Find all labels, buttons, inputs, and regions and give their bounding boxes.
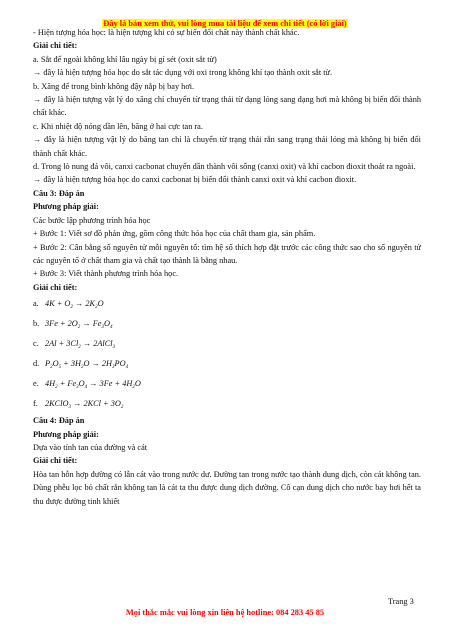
text-line: - Hiện tượng hóa học: là hiện tượng khi có sự biến đổi chất này thành chất khác. — [33, 28, 300, 37]
equation-row — [33, 294, 421, 314]
equation-row — [33, 394, 421, 414]
chemical-equation: $4H_2 + Fe_3O_4 \to 3Fe + 4H_2O$ — [45, 379, 141, 391]
preview-banner-text: Đây là bản xem thử, vui lòng mua tài liệu để xem chi tiết (có lời giải) — [103, 19, 347, 28]
chemical-equation: $2Al + 3Cl_2$ → 2AlCl$_3$ — [45, 339, 116, 351]
chemical-equation: $3Fe + 2O_2 \to Fe_3O_4$ — [45, 319, 113, 331]
equation-label: e. — [33, 379, 39, 389]
text-line: → đây là hiện tượng vật lý do xăng chỉ chuyển từ trạng thái từ dạng lỏng sang dạng hơi mà không bị biến đổi thành chất khác. — [33, 95, 421, 118]
page-number: Trang 3 — [388, 597, 414, 606]
equation-label: d. — [33, 359, 40, 369]
text-line: + Bước 3: Viết thành phương trình hóa học. — [33, 269, 179, 279]
section-heading: Giải chi tiết: — [33, 456, 78, 466]
document-body — [33, 26, 421, 508]
text-line: Dựa vào tính tan của đường và cát — [33, 442, 148, 452]
text-line: → đây là hiện tượng hóa học do sắt tác dụng với oxi trong không khí tạo thành oxit sắt từ. — [33, 68, 333, 78]
equation-label: a. — [33, 299, 39, 309]
text-line: Hòa tan hỗn hợp đường có lẫn cát vào trong nước dư. Đường tan trong nước tạo thành dung dịch, còn cát không tan. Dùng phễu lọc bỏ chất rắn không tan là cát ta thu được dung dịch đường. Cô cạn dung dịch cho nước bay hơi hết ta thu được đường tinh khiết — [33, 469, 421, 506]
answer-block-q4 — [33, 414, 421, 508]
equation-list — [33, 294, 421, 414]
text-line: a. Sắt để ngoài không khí lâu ngày bị gỉ sét (oxit sắt từ) — [33, 54, 217, 64]
section-heading: Câu 4: Đáp án — [33, 416, 85, 426]
section-heading: Giải chi tiết: — [33, 282, 78, 292]
equation-label: b. — [33, 319, 40, 329]
section-heading: Câu 3: Đáp án — [33, 188, 85, 198]
equation-row — [33, 374, 421, 394]
equation-row — [33, 314, 421, 334]
chemical-equation: 2KClO$_3$ → $2KCl + 3O_2$ — [45, 399, 124, 411]
text-line: b. Xăng để trong bình không đậy nắp bị bay hơi. — [33, 81, 195, 91]
equation-row — [33, 354, 421, 374]
equation-label: f. — [33, 399, 38, 409]
text-line: c. Khi nhiệt độ nóng dần lên, băng ở hai cực tan ra. — [33, 121, 203, 131]
section-heading: Phương pháp giải: — [33, 429, 99, 439]
equation-row — [33, 334, 421, 354]
text-line: → đây là hiện tượng hóa học do canxi cacbonat bị biến đổi thành canxi oxit và khí cacbon đioxit. — [33, 175, 357, 185]
text-line: d. Trong lò nung đá vôi, canxi cacbonat chuyển dần thành vôi sống (canxi oxit) và khí cacbon đioxit thoát ra ngoài. — [33, 162, 416, 172]
chemical-equation: $4K + O_2 \to 2K_2O$ — [45, 299, 104, 311]
text-line: + Bước 2: Cân bằng số nguyên tử mỗi nguyên tố: tìm hệ số thích hợp đặt trước các công thức sao cho số nguyên tử các nguyên tố ở chất tham gia và chất tạo thành là bằng nhau. — [33, 242, 421, 265]
section-heading: Phương pháp giải: — [33, 202, 99, 212]
text-line: Các bước lập phương trình hóa học — [33, 215, 151, 225]
answer-block-q2-q3 — [33, 26, 421, 294]
chemical-equation: $P_2O_5 + 3H_2O \to 2H_3PO_4$ — [45, 359, 129, 371]
hotline-footer: Mọi thắc mắc vui lòng xin liên hệ hotline: 084 283 45 85 — [125, 608, 325, 617]
section-heading: Giải chi tiết: — [33, 41, 78, 51]
equation-label: c. — [33, 339, 39, 349]
text-line: + Bước 1: Viết sơ đồ phản ứng, gồm công thức hóa học của chất tham gia, sản phẩm. — [33, 229, 316, 239]
text-line: → đây là hiện tượng vật lý do băng tan chỉ là chuyển từ trạng thái rắn sang trạng thái lỏng mà không bị biến đổi thành chất khác. — [33, 135, 421, 158]
